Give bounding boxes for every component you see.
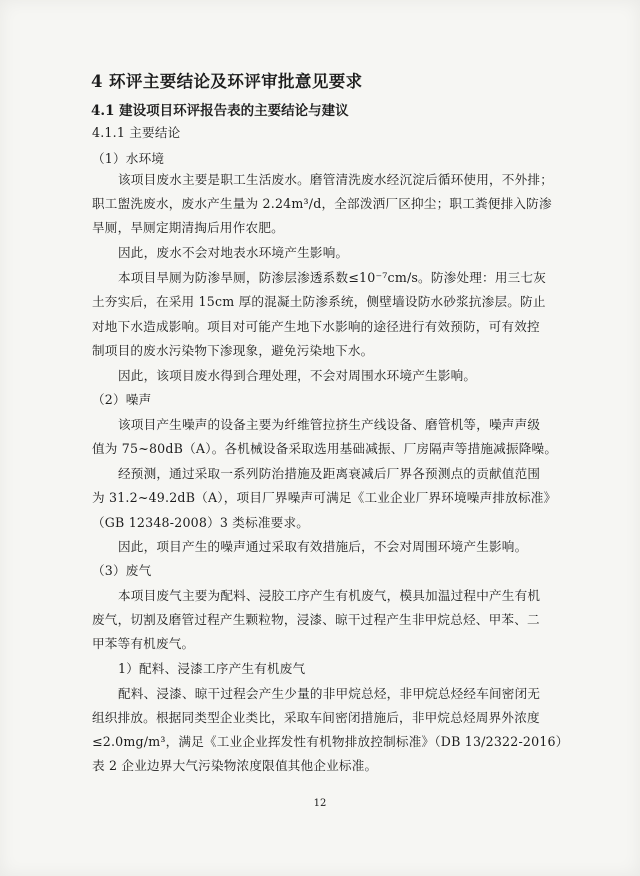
section-heading: 4.1 建设项目环评报告表的主要结论与建议 [91, 103, 349, 119]
paragraph-line: 废气，切割及磨管过程产生颗粒物，浸漆、晾干过程产生非甲烷总烃、甲苯、二 [92, 612, 540, 627]
paragraph-line: 制项目的废水污染物下渗现象，避免污染地下水。 [92, 343, 374, 358]
paragraph-line: 配料、浸漆、晾干过程会产生少量的非甲烷总烃，非甲烷总烃经车间密闭无 [118, 686, 541, 701]
water-title: （1）水环境 [92, 151, 165, 166]
paragraph-line: 旱厕，旱厕定期清掏后用作农肥。 [92, 220, 284, 235]
paragraph-line: 甲苯等有机废气。 [92, 636, 195, 651]
paragraph-line: ≤2.0mg/m³，满足《工业企业挥发性有机物排放控制标准》（DB 13/2322-2016） [92, 734, 569, 749]
paragraph-line: 因此，该项目废水得到合理处理，不会对周围水环境产生影响。 [118, 368, 477, 383]
subsection-heading: 4.1.1 主要结论 [92, 125, 181, 140]
paragraph-line: （GB 12348-2008）3 类标准要求。 [92, 515, 310, 530]
page-number: 12 [313, 798, 327, 809]
paragraph-line: 本项目废气主要为配料、浸胶工序产生有机废气，模具加温过程中产生有机 [118, 588, 541, 603]
paragraph-line: 该项目废水主要是职工生活废水。磨管清洗废水经沉淀后循环使用，不外排； [118, 172, 553, 187]
paragraph-line: 本项目旱厕为防渗旱厕，防渗层渗透系数≤10⁻⁷cm/s。防渗处理：用三七灰 [118, 270, 546, 285]
paragraph-line: 为 31.2~49.2dB（A），项目厂界噪声可满足《工业企业厂界环境噪声排放标准》 [92, 490, 557, 505]
paragraph-line: 经预测，通过采取一系列防治措施及距离衰减后厂界各预测点的贡献值范围 [118, 466, 541, 481]
paragraph-line: 组织排放。根据同类型企业类比，采取车间密闭措施后，非甲烷总烃周界外浓度 [92, 710, 540, 725]
paragraph-line: 因此，废水不会对地表水环境产生影响。 [118, 245, 349, 260]
paragraph-line: 对地下水造成影响。项目对可能产生地下水影响的途径进行有效预防，可有效控 [92, 319, 540, 334]
paragraph-line: 因此，项目产生的噪声通过采取有效措施后，不会对周围环境产生影响。 [118, 539, 528, 554]
paragraph-line: 土夯实后，在采用 15cm 厚的混凝土防渗系统，侧壁墙设防水砂浆抗渗层。防止 [92, 294, 546, 309]
chapter-heading: 4 环评主要结论及环评审批意见要求 [91, 72, 363, 91]
gas-title: （3）废气 [92, 563, 152, 578]
noise-title: （2）噪声 [92, 392, 152, 407]
paragraph-line: 表 2 企业边界大气污染物浓度限值其他企业标准。 [92, 758, 378, 773]
paragraph-line: 该项目产生噪声的设备主要为纤维管拉挤生产线设备、磨管机等，噪声声级 [118, 417, 541, 432]
gas-subtitle: 1）配料、浸漆工序产生有机废气 [118, 661, 306, 676]
paragraph-line: 职工盥洗废水，废水产生量为 2.24m³/d，全部泼洒厂区抑尘；职工粪便排入防渗 [92, 196, 552, 211]
paragraph-line: 值为 75~80dB（A）。各机械设备采取选用基础减振、厂房隔声等措施减振降噪。 [92, 441, 558, 456]
